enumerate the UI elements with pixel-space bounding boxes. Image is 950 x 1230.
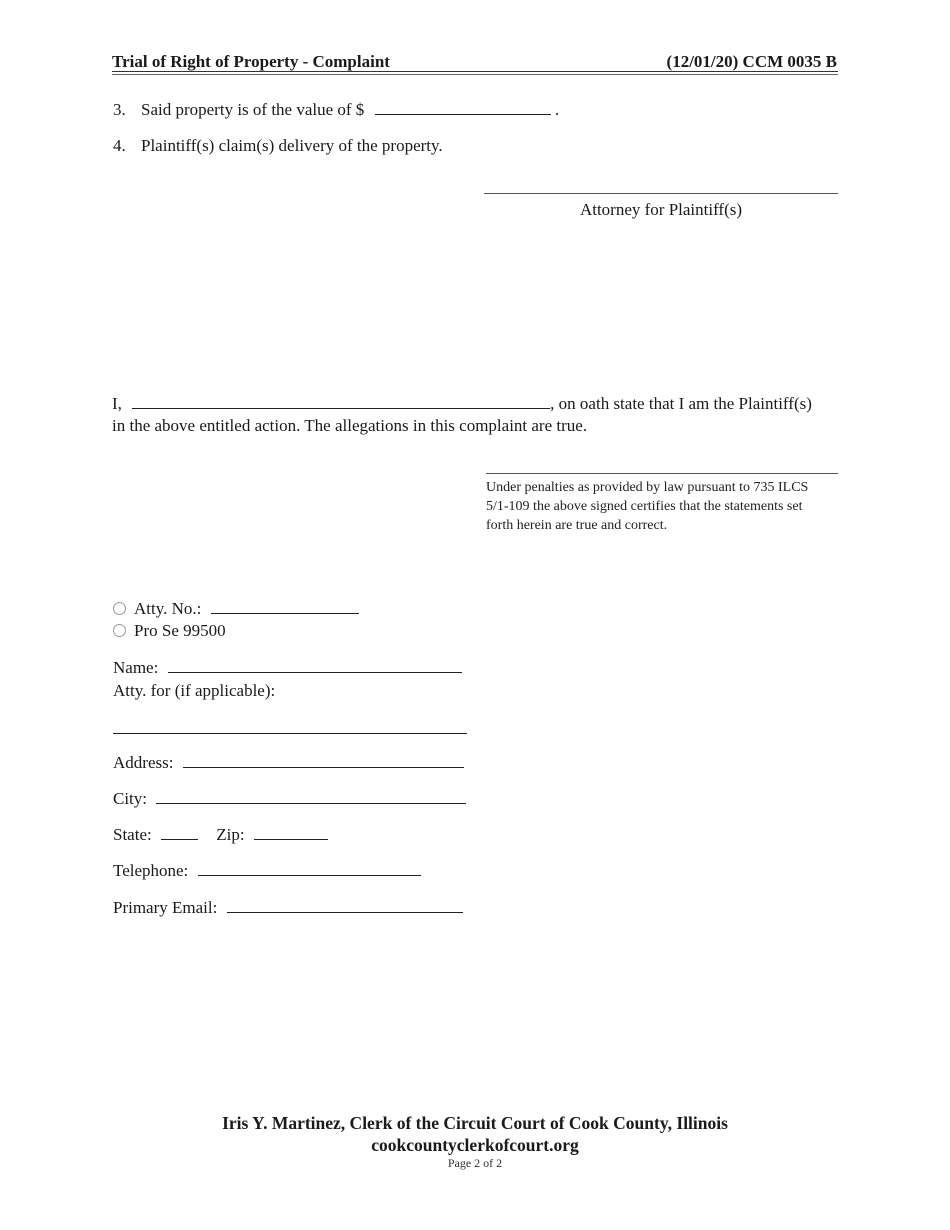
item-3 <box>113 99 559 121</box>
item-number: 4. <box>113 136 126 155</box>
address-field[interactable] <box>183 753 464 768</box>
certification-text <box>486 478 846 535</box>
property-value-field[interactable] <box>375 100 551 115</box>
plaintiff-name-field[interactable] <box>132 394 550 409</box>
oath-prefix: I, <box>112 394 122 413</box>
state-field[interactable] <box>161 825 198 840</box>
atty-for-field[interactable] <box>113 733 467 734</box>
telephone-field[interactable] <box>198 861 421 876</box>
address-row <box>113 752 464 774</box>
certification-line: 5/1-109 the above signed certifies that the statements set <box>486 499 803 514</box>
oath-line-2: in the above entitled action. The allegations in this complaint are true. <box>112 416 588 435</box>
name-field[interactable] <box>168 658 462 673</box>
item-number: 3. <box>113 100 126 119</box>
atty-no-row <box>113 598 359 620</box>
certification-line: Under penalties as provided by law pursuant to 735 ILCS <box>486 480 809 495</box>
state-label: State: <box>113 825 152 844</box>
plaintiff-signature-line[interactable] <box>486 473 838 474</box>
attorney-signature-label: Attorney for Plaintiff(s) <box>579 200 743 219</box>
attorney-signature-line[interactable] <box>484 193 838 194</box>
name-row <box>113 657 462 679</box>
name-label: Name: <box>113 658 159 677</box>
atty-no-field[interactable] <box>211 599 359 614</box>
pro-se-row <box>113 620 226 642</box>
atty-no-label: Atty. No.: <box>134 599 202 618</box>
zip-field[interactable] <box>254 825 328 840</box>
item-suffix: . <box>554 100 560 119</box>
header-rule <box>112 71 838 72</box>
oath-suffix: , on oath state that I am the Plaintiff(s) <box>550 394 812 413</box>
page-number: Page 2 of 2 <box>447 1156 503 1170</box>
email-field[interactable] <box>227 898 463 913</box>
clerk-name: Iris Y. Martinez, Clerk of the Circuit Court of Cook County, Illinois <box>222 1113 728 1133</box>
pro-se-label: Pro Se 99500 <box>134 621 226 640</box>
zip-label: Zip: <box>216 825 245 844</box>
atty-for-label: Atty. for (if applicable): <box>113 681 276 700</box>
email-label: Primary Email: <box>113 898 218 917</box>
form-title: Trial of Right of Property - Complaint <box>112 52 390 71</box>
page-footer <box>0 1112 950 1170</box>
page-header <box>112 52 837 72</box>
item-text: Plaintiff(s) claim(s) delivery of the property. <box>141 136 443 155</box>
state-zip-row <box>113 824 328 846</box>
email-row <box>113 897 463 919</box>
atty-no-radio[interactable] <box>113 602 126 615</box>
item-text: Said property is of the value of $ <box>141 100 365 119</box>
pro-se-radio[interactable] <box>113 624 126 637</box>
city-row <box>113 788 466 810</box>
header-rule-double <box>112 74 838 75</box>
address-label: Address: <box>113 753 174 772</box>
city-field[interactable] <box>156 789 466 804</box>
telephone-row <box>113 860 421 882</box>
city-label: City: <box>113 789 148 808</box>
clerk-website: cookcountyclerkofcourt.org <box>371 1135 579 1155</box>
certification-line: forth herein are true and correct. <box>486 518 668 533</box>
telephone-label: Telephone: <box>113 861 189 880</box>
oath-line-1 <box>112 393 812 415</box>
item-4 <box>113 135 443 157</box>
form-code: (12/01/20) CCM 0035 B <box>666 52 837 71</box>
